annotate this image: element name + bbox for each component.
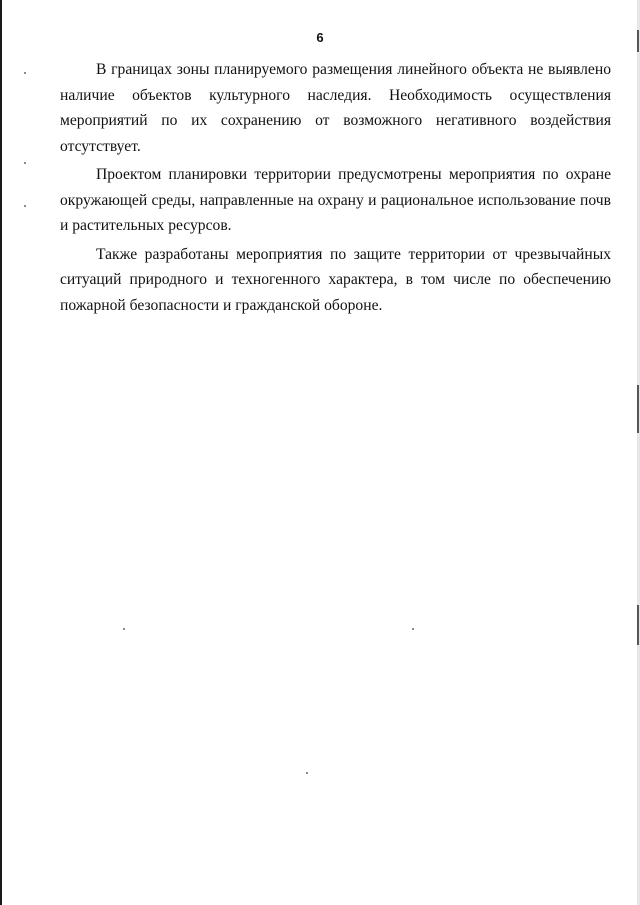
scan-speck — [306, 772, 308, 774]
document-body — [60, 57, 611, 321]
scan-speck — [24, 205, 26, 207]
scan-edge-mark — [637, 605, 639, 645]
paragraph-cultural-heritage: В границах зоны планируемого размещения линейного объекта не выявлено наличие объектов культурного наследия. Необходимость осуществления мероприятий по их сохранению от возможного негативного воздействия отсутствует. — [60, 61, 611, 155]
scan-edge-mark — [637, 385, 639, 433]
paragraph-emergency-protection: Также разработаны мероприятия по защите территории от чрезвычайных ситуаций природного и техногенного характера, в том числе по обеспечению пожарной безопасности и гражданской обороне. — [60, 245, 611, 314]
page-number: 6 — [316, 30, 324, 45]
scan-speck — [24, 72, 26, 74]
scan-left-edge — [0, 0, 2, 905]
scan-speck — [24, 162, 26, 164]
paragraph-environment-protection: Проектом планировки территории предусмотрены мероприятия по охране окружающей среды, направленные на охрану и рациональное использование почв и растительных ресурсов. — [60, 166, 611, 234]
scan-speck — [412, 628, 414, 630]
scan-speck — [123, 628, 125, 630]
